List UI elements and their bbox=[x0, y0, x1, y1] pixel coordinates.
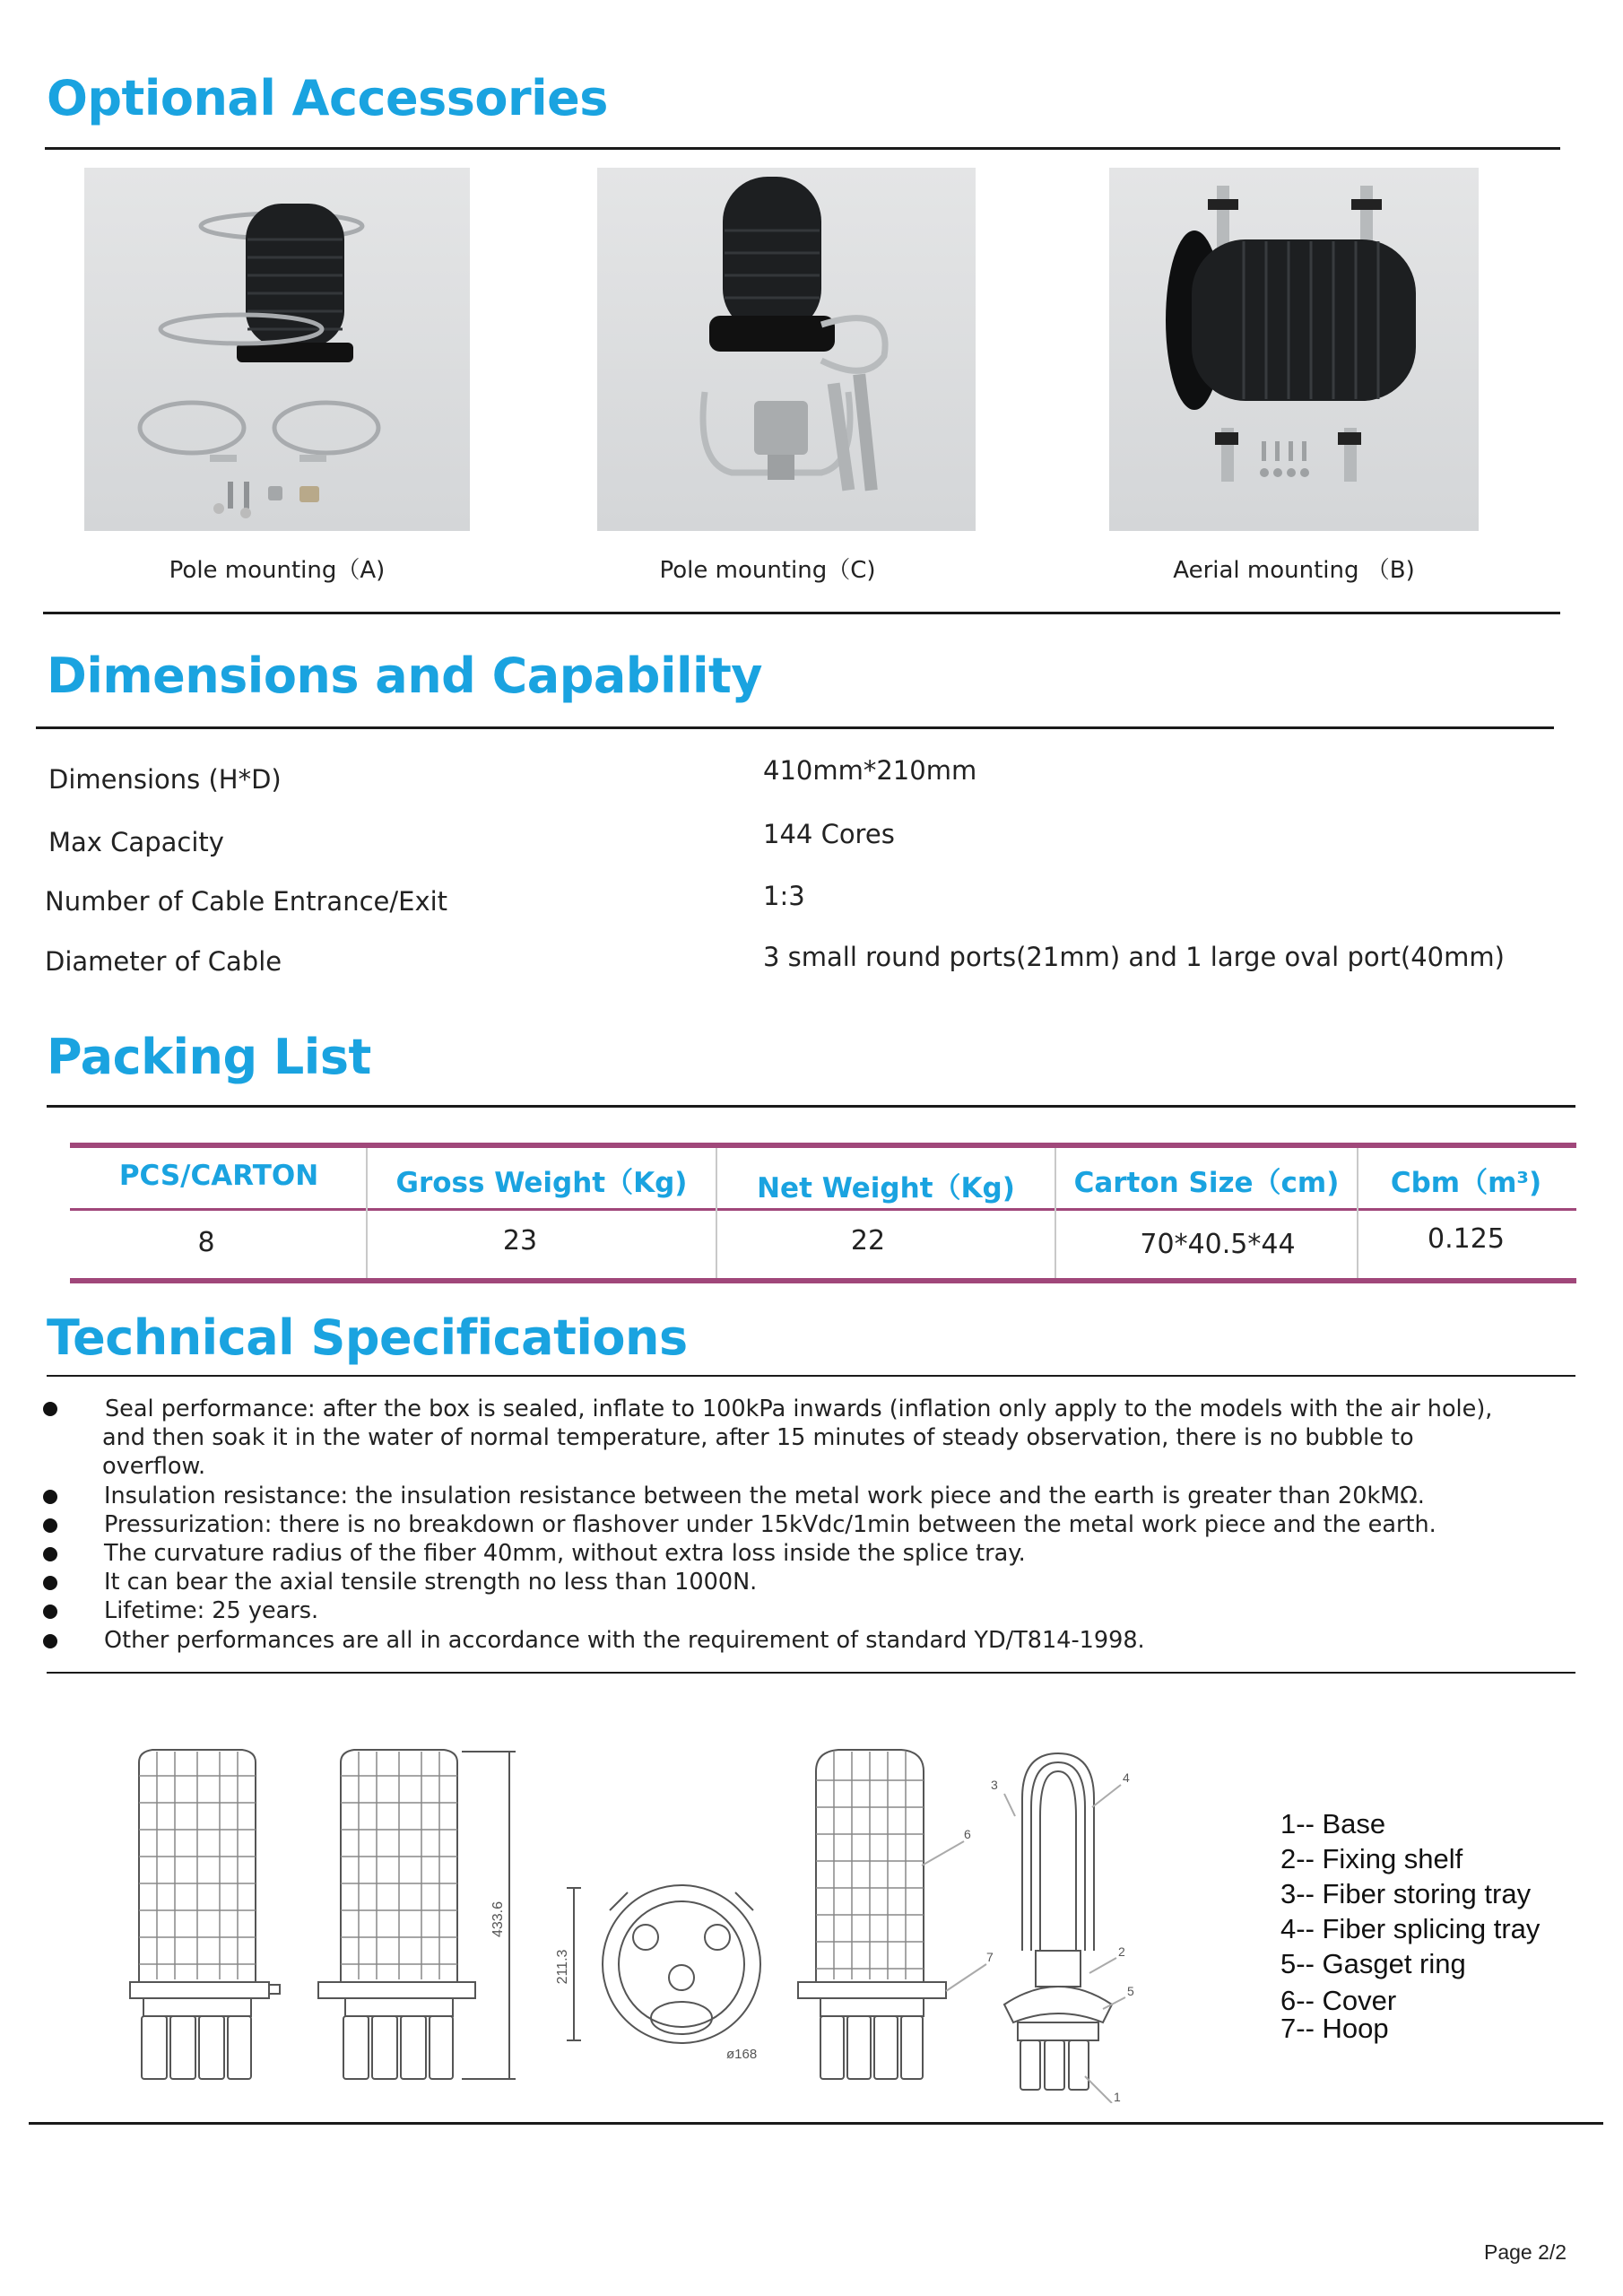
legend-item-hoop: 7-- Hoop bbox=[1280, 2013, 1389, 2044]
spec-item-seal: Seal performance: after the box is sealed, inflate to 100kPa inwards (inflation only apply to the models with the air hole), and then soak it in the water of normal temperature, after 15 minutes of steady observation, there is no bubble to overflow. bbox=[102, 1396, 1493, 1480]
section-title-dimensions: Dimensions and Capability bbox=[47, 648, 763, 704]
accessory-caption-a: Pole mounting（A) bbox=[169, 557, 386, 584]
bullet-icon bbox=[43, 1605, 57, 1619]
table-cell-pcs: 8 bbox=[197, 1227, 215, 1258]
section-rule bbox=[45, 147, 1560, 150]
spec-item-tensile: It can bear the axial tensile strength no less than 1000N. bbox=[104, 1569, 758, 1596]
table-top-rule bbox=[70, 1143, 1576, 1148]
spec-item-insulation: Insulation resistance: the insulation resistance between the metal work piece and the earth is greater than 20kMΩ. bbox=[104, 1483, 1425, 1509]
bullet-icon bbox=[43, 1402, 57, 1416]
section-title-accessories: Optional Accessories bbox=[47, 70, 608, 126]
legend-item-base: 1-- Base bbox=[1280, 1808, 1386, 1839]
accessory-photo-b bbox=[1109, 168, 1479, 531]
table-header-net: Net Weight（Kg) bbox=[757, 1172, 1015, 1205]
part-label-5: 5 bbox=[1127, 1984, 1134, 1998]
section-rule bbox=[36, 726, 1554, 729]
spec-item-pressurization: Pressurization: there is no breakdown or flashover under 15kVdc/1min between the metal work piece and the earth. bbox=[104, 1511, 1436, 1538]
part-label-4: 4 bbox=[1123, 1770, 1130, 1785]
accessory-photo-c bbox=[597, 168, 976, 531]
section-rule bbox=[47, 1672, 1575, 1674]
dim-value-entrance: 1:3 bbox=[763, 881, 805, 911]
legend-item-cover: 6-- Cover bbox=[1280, 1985, 1397, 2016]
table-cell-gross: 23 bbox=[502, 1225, 538, 1257]
spec-item-curvature: The curvature radius of the fiber 40mm, without extra loss inside the splice tray. bbox=[104, 1540, 1026, 1567]
dim-width-label: 211.3 bbox=[555, 1949, 570, 1985]
section-rule bbox=[43, 612, 1560, 614]
bullet-icon bbox=[43, 1576, 57, 1590]
section-rule bbox=[47, 1375, 1575, 1377]
bullet-icon bbox=[43, 1634, 57, 1648]
section-title-tech: Technical Specifications bbox=[47, 1309, 688, 1366]
spec-item-lifetime: Lifetime: 25 years. bbox=[104, 1597, 319, 1624]
bullet-icon bbox=[43, 1518, 57, 1533]
bullet-icon bbox=[43, 1490, 57, 1504]
dim-value-dimensions: 410mm*210mm bbox=[763, 755, 977, 786]
table-header-pcs: PCS/CARTON bbox=[118, 1160, 319, 1192]
legend-item-fiber-splicing-tray: 4-- Fiber splicing tray bbox=[1280, 1913, 1541, 1944]
accessory-caption-c: Pole mounting（C) bbox=[659, 557, 876, 584]
dim-label-capacity: Max Capacity bbox=[48, 827, 224, 857]
page-number: Page 2/2 bbox=[1484, 2240, 1567, 2264]
footer-rule bbox=[29, 2122, 1603, 2125]
dim-value-diameter: 3 small round ports(21mm) and 1 large oval port(40mm) bbox=[763, 942, 1505, 972]
bullet-icon bbox=[43, 1547, 57, 1561]
table-cell-carton: 70*40.5*44 bbox=[1140, 1229, 1296, 1260]
table-cell-net: 22 bbox=[850, 1225, 886, 1257]
part-label-1: 1 bbox=[1114, 2090, 1121, 2103]
table-header-carton: Carton Size（cm) bbox=[1073, 1167, 1340, 1199]
part-label-7: 7 bbox=[986, 1950, 994, 1964]
dim-label-diameter: Diameter of Cable bbox=[45, 946, 282, 977]
pole-mounting-a-illustration bbox=[84, 168, 470, 531]
dim-label-dimensions: Dimensions (H*D) bbox=[48, 764, 282, 795]
part-label-6: 6 bbox=[964, 1827, 971, 1841]
table-header-gross: Gross Weight（Kg) bbox=[395, 1167, 688, 1199]
table-cell-cbm: 0.125 bbox=[1428, 1223, 1505, 1255]
part-label-2: 2 bbox=[1118, 1944, 1125, 1959]
accessory-photo-a bbox=[84, 168, 470, 531]
table-header-cbm: Cbm（m³) bbox=[1390, 1167, 1542, 1199]
section-title-packing: Packing List bbox=[47, 1029, 371, 1085]
dim-value-capacity: 144 Cores bbox=[763, 819, 895, 849]
dim-height-label: 433.6 bbox=[490, 1900, 506, 1938]
technical-drawing bbox=[108, 1744, 1255, 2103]
aerial-mounting-b-illustration bbox=[1109, 168, 1479, 531]
pole-mounting-c-illustration bbox=[597, 168, 976, 531]
legend-item-gasget-ring: 5-- Gasget ring bbox=[1280, 1948, 1466, 1979]
legend-item-fixing-shelf: 2-- Fixing shelf bbox=[1280, 1843, 1463, 1874]
section-rule bbox=[47, 1105, 1575, 1108]
spec-item-standard: Other performances are all in accordance with the requirement of standard YD/T814-1998. bbox=[104, 1627, 1145, 1654]
table-mid-rule bbox=[70, 1208, 1576, 1211]
table-bottom-rule bbox=[70, 1278, 1576, 1283]
legend-item-fiber-storing-tray: 3-- Fiber storing tray bbox=[1280, 1878, 1532, 1909]
dim-label-entrance: Number of Cable Entrance/Exit bbox=[45, 886, 448, 917]
part-label-3: 3 bbox=[991, 1778, 998, 1792]
dim-dia-label: ø168 bbox=[726, 2047, 758, 2062]
accessory-caption-b: Aerial mounting （B) bbox=[1173, 557, 1415, 584]
